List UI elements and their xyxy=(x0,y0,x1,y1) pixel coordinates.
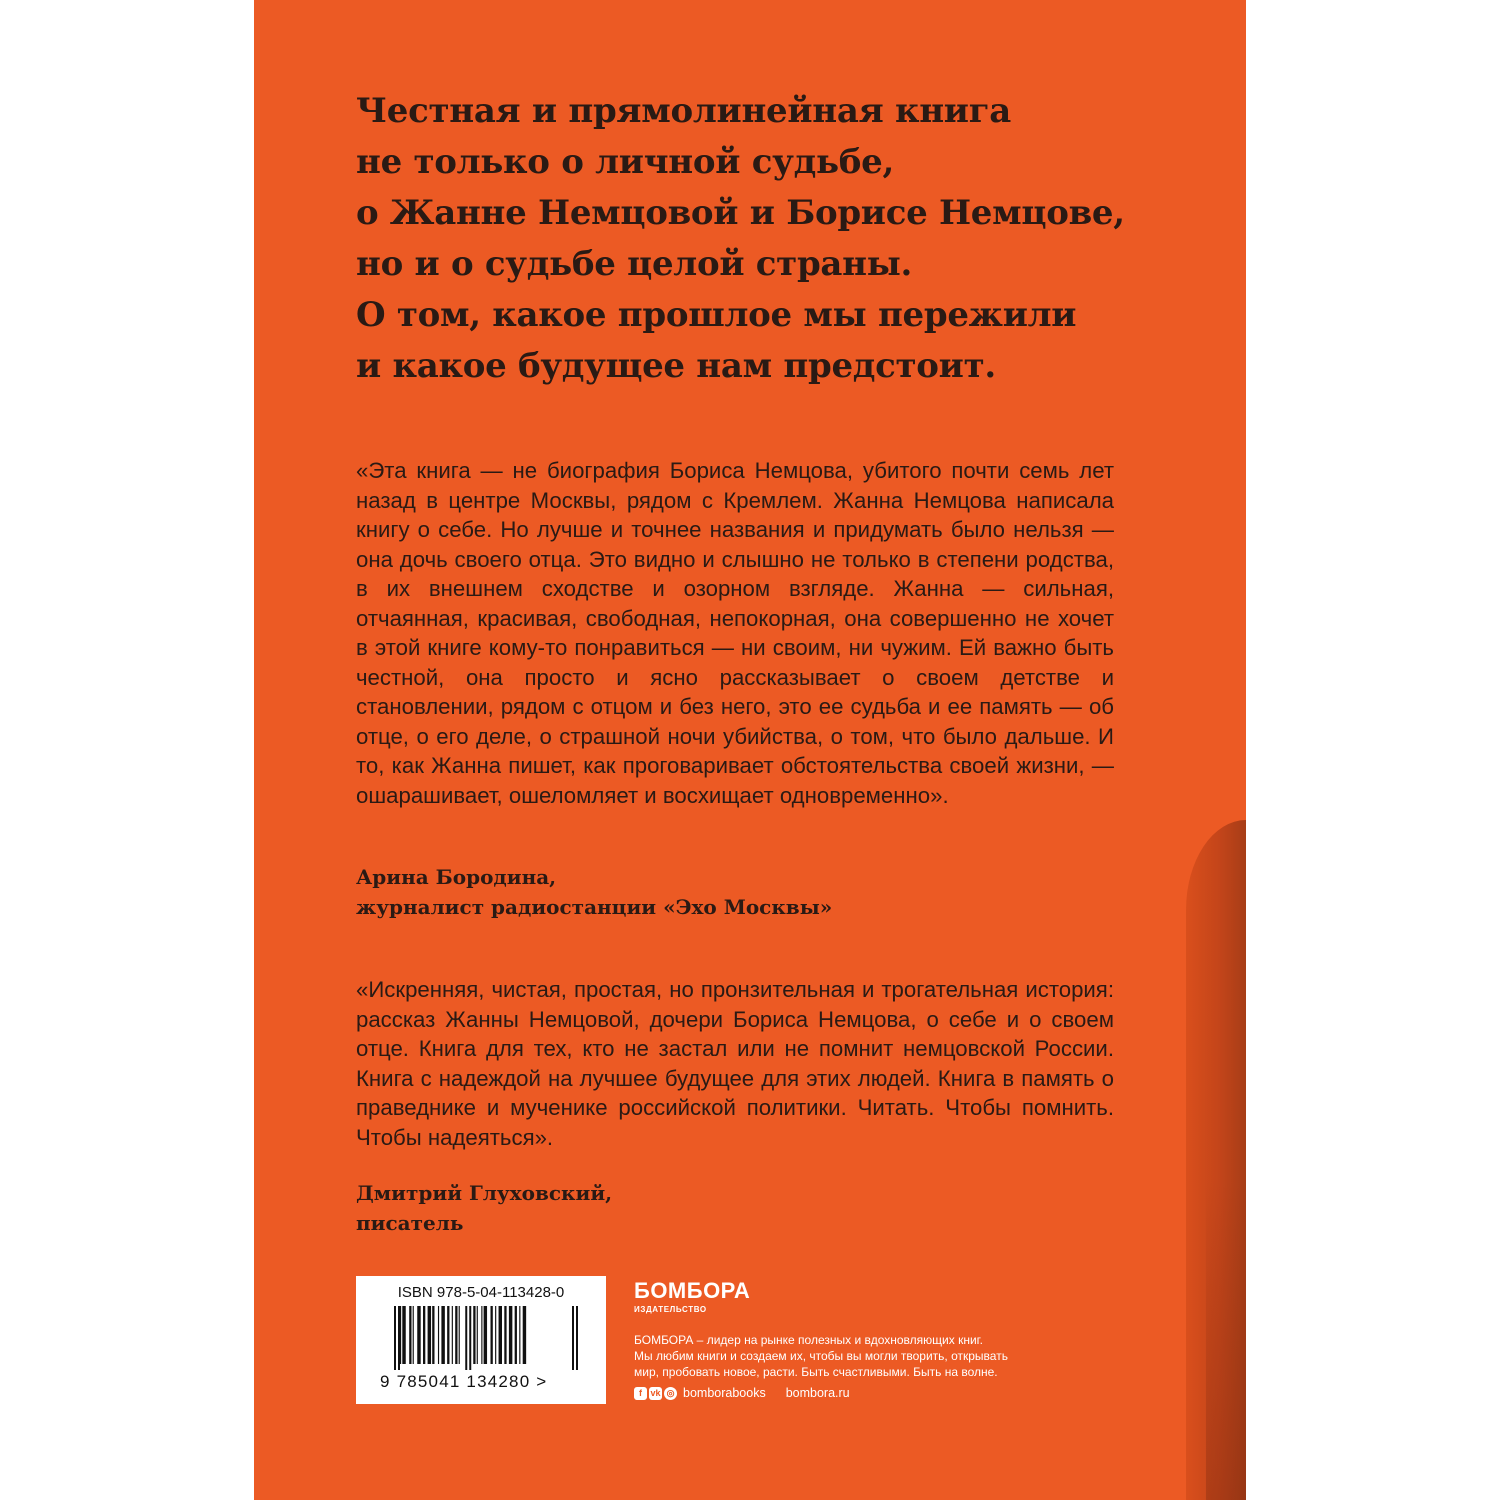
barcode-bar xyxy=(409,1306,411,1364)
headline-line: и какое будущее нам предстоит. xyxy=(356,346,996,386)
publisher-description xyxy=(634,1332,1054,1380)
barcode-bar xyxy=(459,1306,460,1364)
barcode-bar xyxy=(499,1306,502,1364)
review-quote-borodina: «Эта книга — не биография Бориса Немцова, убитого почти семь лет назад в центре Москвы, рядом с Кремлем. Жанна Немцова написала книгу о себе. Но лучше и точнее названия и придумать было нельзя — она дочь своего отца. Это видно и слышно не только в степени родства, в их внешнем сходстве и озорном взгляде. Жанна — сильная, отчаянная, красивая, свободная, непокорная, она совершенно не хочет в этой книге кому-то понравиться — ни своим, ни чужим. Ей важно быть честной, она просто и ясно рассказывает о своем детстве и становлении, рядом с отцом и без него, это ее судьба и ее память — об отце, о его деле, о страшной ночи убийства, о том, что было дальше. И то, как Жанна пишет, как проговаривает обстоятельства своей жизни, — ошарашивает, ошеломляет и восхищает одновременно». xyxy=(356,458,1114,808)
publisher-logo: БОМБОРА xyxy=(634,1278,751,1303)
barcode-bar xyxy=(432,1306,434,1364)
barcode-bar xyxy=(452,1306,453,1364)
barcode-bar xyxy=(504,1306,506,1364)
barcode-bar xyxy=(509,1306,512,1364)
barcode-bar xyxy=(438,1306,439,1364)
barcode-bar xyxy=(576,1306,578,1370)
barcode-bar xyxy=(441,1306,444,1364)
headline-line: О том, какое прошлое мы пережили xyxy=(356,295,1077,335)
barcode xyxy=(394,1306,578,1370)
headline xyxy=(356,86,1176,392)
instagram-icon[interactable]: ◎ xyxy=(664,1387,677,1400)
facebook-icon[interactable]: f xyxy=(634,1387,647,1400)
barcode-bar xyxy=(455,1306,457,1364)
barcode-bar xyxy=(495,1306,496,1364)
review-author-role: писатель xyxy=(356,1211,464,1235)
barcode-bar xyxy=(402,1306,405,1364)
barcode-bar xyxy=(523,1306,526,1364)
barcode-bar xyxy=(572,1306,574,1370)
barcode-bar xyxy=(447,1306,449,1364)
cover-photo-shadow xyxy=(1206,1180,1246,1500)
barcode-bar xyxy=(417,1306,420,1364)
back-cover xyxy=(254,0,1246,1500)
publisher-website-link[interactable]: bombora.ru xyxy=(785,1386,850,1400)
social-icons xyxy=(634,1387,677,1400)
isbn-barcode-block xyxy=(356,1276,606,1404)
barcode-bar xyxy=(413,1306,414,1364)
publisher-description-line: мир, пробовать новое, расти. Быть счастливыми. Быть на волне. xyxy=(634,1365,998,1379)
review-attribution-glukhovsky xyxy=(356,1178,612,1238)
review-attribution-borodina xyxy=(356,862,832,922)
publisher-description-line: БОМБОРА – лидер на рынке полезных и вдохновляющих книг. xyxy=(634,1333,983,1347)
isbn-digits: 9 785041 134280 > xyxy=(380,1372,548,1391)
barcode-bar xyxy=(477,1306,478,1364)
barcode-bar xyxy=(398,1306,400,1370)
review-author-role: журналист радиостанции «Эхо Москвы» xyxy=(356,895,833,919)
barcode-bar xyxy=(465,1306,467,1370)
review-author: Дмитрий Глуховский, xyxy=(356,1181,613,1205)
publisher-block xyxy=(634,1280,1054,1400)
barcode-bar xyxy=(469,1306,471,1370)
barcode-bar xyxy=(473,1306,475,1364)
barcode-bar xyxy=(515,1306,517,1364)
headline-line: Честная и прямолинейная книга xyxy=(356,91,1011,131)
publisher-links xyxy=(634,1386,1054,1400)
barcode-bar xyxy=(428,1306,431,1364)
barcode-bar xyxy=(484,1306,487,1364)
vk-icon[interactable]: vk xyxy=(650,1387,661,1398)
barcode-bar xyxy=(491,1306,493,1364)
barcode-bar xyxy=(481,1306,482,1364)
barcode-bar xyxy=(423,1306,425,1364)
headline-line: не только о личной судьбе, xyxy=(356,142,894,182)
review-author: Арина Бородина, xyxy=(356,865,557,889)
publisher-description-line: Мы любим книги и создаем их, чтобы вы могли творить, открывать xyxy=(634,1349,1008,1363)
publisher-logo-subtitle: ИЗДАТЕЛЬСТВО xyxy=(634,1305,707,1314)
headline-line: но и о судьбе целой страны. xyxy=(356,244,913,284)
headline-line: о Жанне Немцовой и Борисе Немцове, xyxy=(356,193,1125,233)
barcode-bar xyxy=(394,1306,396,1370)
isbn-label: ISBN 978-5-04-113428-0 xyxy=(397,1284,565,1301)
review-quote-glukhovsky: «Искренняя, чистая, простая, но пронзительная и трогательная история: рассказ Жанны Немцовой, дочери Бориса Немцова, о себе и о своем отце. Книга для тех, кто не застал или не помнит немцовской России. Книга с надеждой на лучшее будущее для этих людей. Книга в память о праведнике и мученике российской политики. Читать. Чтобы помнить. Чтобы надеяться». xyxy=(356,977,1114,1150)
barcode-bar xyxy=(519,1306,520,1364)
barcode-bar xyxy=(400,1306,401,1364)
publisher-social-handle[interactable]: bomborabooks xyxy=(683,1386,766,1400)
